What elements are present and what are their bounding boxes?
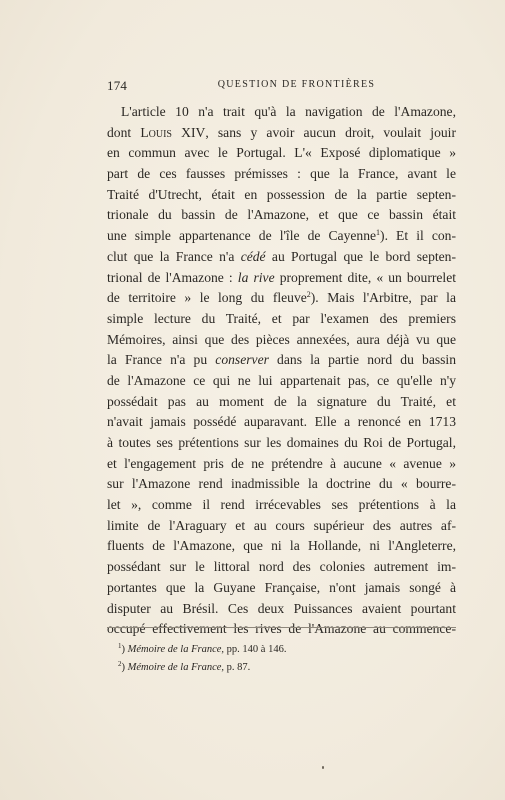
text-line: à toutes ses prétentions sur les domaines du Roi de Portugal, [107, 435, 456, 450]
text-line: trional de l'Amazone : la rive proprement dite, « un bourrelet [107, 269, 456, 285]
footnote-marker: 2 [306, 290, 311, 300]
text-line: clut que la France n'a cédé au Portugal que le bord septen- [107, 248, 456, 264]
running-title: QUESTION DE FRONTIÈRES [217, 79, 376, 90]
text-line: let », comme il rend irrécevables ses prétentions à la [107, 497, 456, 513]
text-line: sur l'Amazone rend inadmissible la doctrine du « bourre- [107, 476, 456, 492]
text-line: simple lecture du Traité, et par l'examen des premiers [107, 310, 456, 326]
text-line: la France n'a pu conserver dans la partie nord du bassin [107, 352, 456, 368]
footnote: $^2$) Mémoire de la France, p. 87. [118, 660, 251, 673]
page-header [107, 78, 456, 94]
page-number: 174 [107, 78, 128, 93]
italic-term: conserver [215, 352, 269, 368]
footnote-reference: p. 87. [224, 662, 251, 673]
text-line: limite de l'Araguary et au cours supérieur des autres af- [107, 517, 456, 533]
text-line: disputer au Brésil. Ces deux Puissances avaient pourtant [107, 600, 456, 616]
footnote-title: Mémoire de la France, [127, 662, 225, 673]
footnote-title: Mémoire de la France, [127, 644, 225, 655]
footnote-reference: pp. 140 à 146. [224, 644, 287, 655]
small-caps-name: Louis XIV [140, 124, 206, 140]
text-line: et l'engagement pris de ne prétendre à aucune « avenue » [107, 455, 456, 471]
text-line: dont Louis XIV, sans y avoir aucun droit, voulait jouir [107, 124, 456, 140]
paper-speck [322, 766, 324, 769]
text-line: L'article 10 n'a trait qu'à la navigation de l'Amazone, [121, 104, 456, 119]
text-line: Mémoires, ainsi que des pièces annexées, aura déjà vu que [107, 331, 456, 347]
italic-term: cédé [240, 248, 266, 264]
footnote-number: 2 [118, 660, 122, 668]
footnotes [118, 641, 456, 677]
text-line: occupé effectivement les rives de l'Amazone au commence- [107, 621, 456, 637]
text-line: portantes que la Guyane Française, n'ont jamais songé à [107, 579, 456, 595]
text-line: en commun avec le Portugal. L'« Exposé diplomatique » [107, 145, 456, 161]
footnote-divider [107, 627, 456, 628]
text-line: possédait pas au moment de la signature du Traité, et [107, 393, 456, 409]
body-text [107, 102, 456, 640]
footnote-marker: 1 [376, 228, 381, 238]
text-line: trionale du bassin de l'Amazone, et que ce bassin était [107, 207, 456, 223]
footnote: $^1$) Mémoire de la France, pp. 140 à 146. [118, 642, 287, 655]
text-line: n'avait jamais possédé auparavant. Elle a renoncé en 1713 [107, 414, 456, 430]
text-line: part de ces fausses prémisses : que la France, avant le [107, 166, 456, 182]
text-line: fluents de l'Amazone, que ni la Hollande, ni l'Angleterre, [107, 538, 456, 554]
text-line: de l'Amazone ce qui ne lui appartenait pas, ce qu'elle n'y [107, 372, 456, 388]
text-line: possédant sur le littoral nord des colonies autrement im- [107, 559, 456, 575]
text-line: une simple appartenance de l'île de Cayenne$^1$). Et il con- [107, 228, 456, 244]
text-line: de territoire » le long du fleuve$^2$). Mais l'Arbitre, par la [107, 290, 456, 306]
text-line: Traité d'Utrecht, était en possession de la partie septen- [107, 186, 456, 202]
footnote-number: 1 [118, 642, 122, 650]
italic-term: la rive [237, 269, 275, 285]
